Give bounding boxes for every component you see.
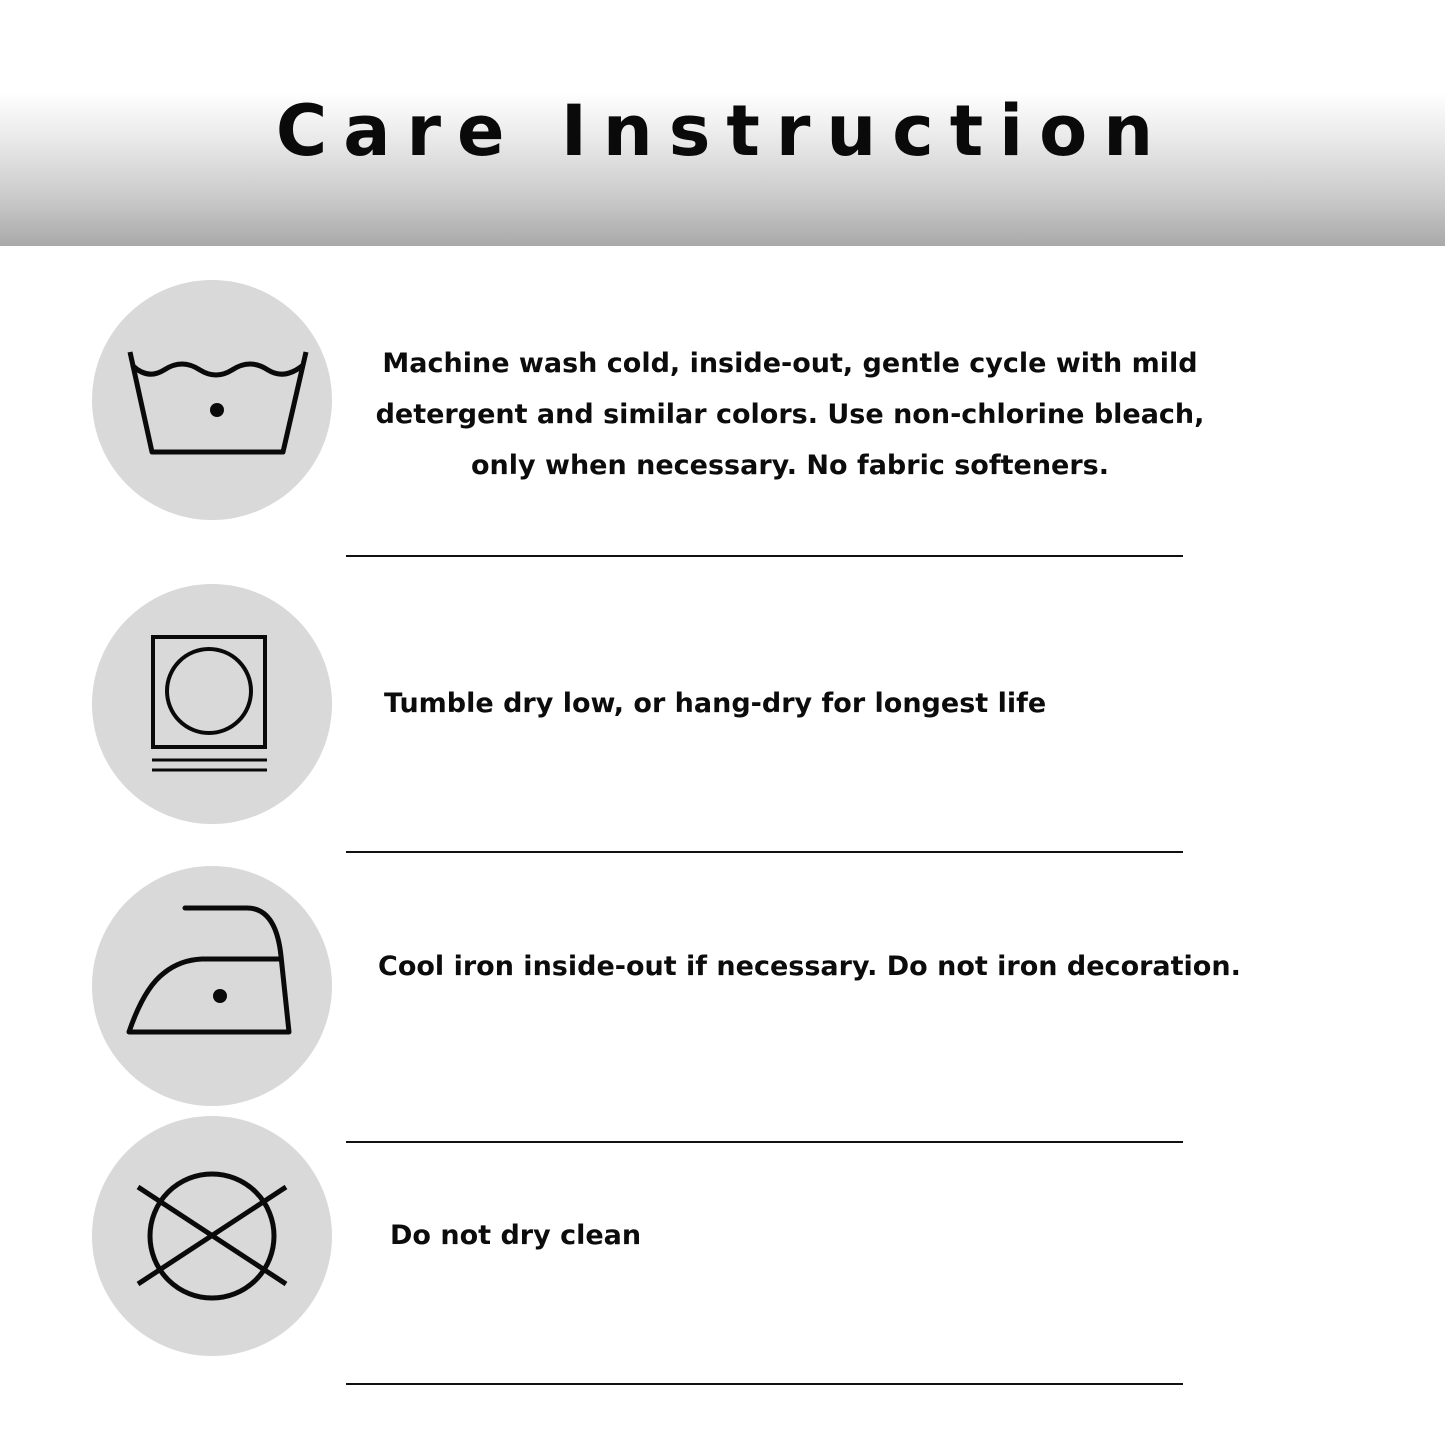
do-not-dry-clean-icon xyxy=(92,1116,332,1356)
divider xyxy=(346,1141,1183,1143)
instruction-wash-line-1: Machine wash cold, inside-out, gentle cycle with mild xyxy=(382,348,1198,379)
instruction-iron xyxy=(378,941,1241,992)
instruction-iron-line-1: Cool iron inside-out if necessary. Do not iron decoration. xyxy=(378,951,1241,982)
page-title: Care Instruction xyxy=(275,90,1170,172)
instruction-wash-line-3: only when necessary. No fabric softeners. xyxy=(470,450,1109,481)
divider xyxy=(346,1383,1183,1385)
instruction-wash-line-2: detergent and similar colors. Use non-chlorine bleach, xyxy=(375,399,1205,430)
instruction-wash xyxy=(346,338,1234,491)
instruction-dry-line-1: Tumble dry low, or hang-dry for longest life xyxy=(384,688,1047,719)
instruction-dry xyxy=(384,678,1046,729)
tumble-dry-low-icon xyxy=(92,584,332,824)
iron-low-heat-icon xyxy=(92,866,332,1106)
divider xyxy=(346,555,1183,557)
instruction-dry-clean xyxy=(390,1210,641,1261)
machine-wash-cold-icon xyxy=(92,280,332,520)
divider xyxy=(346,851,1183,853)
instruction-dry-clean-line-1: Do not dry clean xyxy=(390,1220,642,1251)
